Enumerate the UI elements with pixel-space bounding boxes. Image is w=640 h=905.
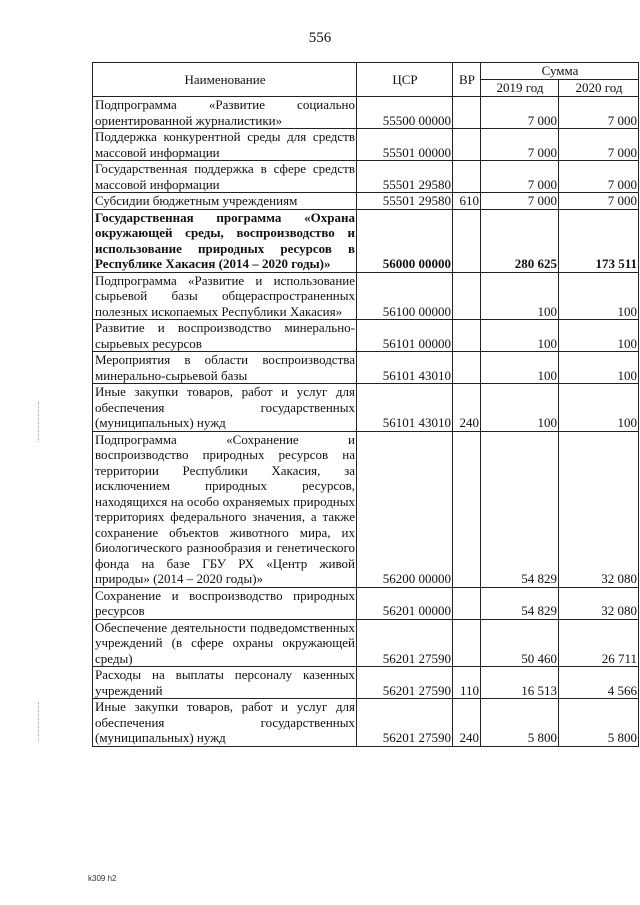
scan-artifact — [38, 702, 40, 742]
header-year-2019: 2019 год — [481, 80, 559, 97]
row-csr: 56000 00000 — [357, 209, 453, 272]
row-name: Иные закупки товаров, работ и услуг для обеспечения государственных (муниципальных) нужд — [93, 699, 357, 747]
header-csr: ЦСР — [357, 63, 453, 97]
row-csr: 56101 43010 — [357, 352, 453, 384]
row-amount-2020: 7 000 — [559, 161, 639, 193]
footer-code: k309 h2 — [88, 874, 117, 883]
row-amount-2019: 100 — [481, 272, 559, 320]
table-row — [93, 129, 639, 161]
row-name: Государственная программа «Охрана окружающей среды, воспроизводство и использование природных ресурсов в Республике Хакасия (2014 – 2020 годы)» — [93, 209, 357, 272]
row-csr: 56200 00000 — [357, 431, 453, 587]
row-name: Сохранение и воспроизводство природных ресурсов — [93, 587, 357, 619]
row-amount-2019: 54 829 — [481, 587, 559, 619]
row-amount-2019: 100 — [481, 320, 559, 352]
row-csr: 55501 00000 — [357, 129, 453, 161]
table-row — [93, 320, 639, 352]
row-amount-2019: 54 829 — [481, 431, 559, 587]
row-amount-2020: 100 — [559, 384, 639, 432]
table-row — [93, 352, 639, 384]
row-amount-2019: 7 000 — [481, 129, 559, 161]
table-row — [93, 209, 639, 272]
row-csr: 56101 00000 — [357, 320, 453, 352]
row-csr: 56101 43010 — [357, 384, 453, 432]
row-vr: 110 — [453, 667, 481, 699]
table-row — [93, 384, 639, 432]
table-row — [93, 97, 639, 129]
row-vr: 240 — [453, 699, 481, 747]
row-name: Развитие и воспроизводство минерально-сырьевых ресурсов — [93, 320, 357, 352]
row-name: Подпрограмма «Развитие социально ориентированной журналистики» — [93, 97, 357, 129]
row-vr — [453, 161, 481, 193]
row-vr — [453, 129, 481, 161]
row-vr: 610 — [453, 193, 481, 210]
row-csr: 56201 00000 — [357, 587, 453, 619]
row-name: Субсидии бюджетным учреждениям — [93, 193, 357, 210]
row-amount-2020: 5 800 — [559, 699, 639, 747]
row-name: Расходы на выплаты персоналу казенных учреждений — [93, 667, 357, 699]
row-amount-2020: 100 — [559, 272, 639, 320]
header-vr: ВР — [453, 63, 481, 97]
row-name: Государственная поддержка в сфере средств массовой информации — [93, 161, 357, 193]
row-amount-2020: 4 566 — [559, 667, 639, 699]
table-row — [93, 587, 639, 619]
row-csr: 55500 00000 — [357, 97, 453, 129]
row-amount-2020: 26 711 — [559, 619, 639, 667]
row-amount-2019: 5 800 — [481, 699, 559, 747]
row-amount-2019: 50 460 — [481, 619, 559, 667]
row-csr: 55501 29580 — [357, 193, 453, 210]
table-row — [93, 619, 639, 667]
table-body — [93, 97, 639, 747]
row-amount-2019: 280 625 — [481, 209, 559, 272]
row-amount-2020: 32 080 — [559, 431, 639, 587]
row-name: Подпрограмма «Сохранение и воспроизводство природных ресурсов на территории Республики Хакасия, за исключением природных ресурсов, находящихся на особо охраняемых природных территориях федерального значения, а также сохранение объектов животного мира, их биологического разнообразия и генетического фонда на базе ГБУ РХ «Центр живой природы» (2014 – 2020 годы)» — [93, 431, 357, 587]
row-vr: 240 — [453, 384, 481, 432]
row-name: Мероприятия в области воспроизводства минерально-сырьевой базы — [93, 352, 357, 384]
row-csr: 56201 27590 — [357, 699, 453, 747]
row-vr — [453, 97, 481, 129]
row-amount-2020: 100 — [559, 320, 639, 352]
row-vr — [453, 272, 481, 320]
page-number: 556 — [308, 30, 332, 46]
row-vr — [453, 431, 481, 587]
table-row — [93, 272, 639, 320]
row-csr: 56100 00000 — [357, 272, 453, 320]
row-csr: 55501 29580 — [357, 161, 453, 193]
table-row — [93, 699, 639, 747]
table-row — [93, 161, 639, 193]
row-amount-2019: 7 000 — [481, 97, 559, 129]
row-vr — [453, 619, 481, 667]
row-name: Обеспечение деятельности подведомственных учреждений (в сфере охраны окружающей среды) — [93, 619, 357, 667]
row-amount-2020: 7 000 — [559, 193, 639, 210]
row-vr — [453, 209, 481, 272]
header-sum: Сумма — [481, 63, 639, 80]
row-vr — [453, 352, 481, 384]
row-amount-2019: 7 000 — [481, 161, 559, 193]
header-name: Наименование — [93, 63, 357, 97]
table-row — [93, 667, 639, 699]
budget-table — [92, 62, 639, 747]
row-amount-2019: 7 000 — [481, 193, 559, 210]
row-amount-2019: 100 — [481, 384, 559, 432]
row-amount-2019: 16 513 — [481, 667, 559, 699]
row-name: Поддержка конкурентной среды для средств массовой информации — [93, 129, 357, 161]
row-amount-2020: 173 511 — [559, 209, 639, 272]
header-year-2020: 2020 год — [559, 80, 639, 97]
row-amount-2020: 7 000 — [559, 97, 639, 129]
row-amount-2019: 100 — [481, 352, 559, 384]
row-vr — [453, 587, 481, 619]
table-row — [93, 193, 639, 210]
scan-artifact — [38, 402, 40, 442]
row-csr: 56201 27590 — [357, 667, 453, 699]
table-header — [93, 63, 639, 97]
row-name: Иные закупки товаров, работ и услуг для обеспечения государственных (муниципальных) нужд — [93, 384, 357, 432]
row-amount-2020: 32 080 — [559, 587, 639, 619]
row-vr — [453, 320, 481, 352]
row-amount-2020: 7 000 — [559, 129, 639, 161]
row-amount-2020: 100 — [559, 352, 639, 384]
row-name: Подпрограмма «Развитие и использование сырьевой базы общераспространенных полезных ископаемых Республики Хакасия» — [93, 272, 357, 320]
row-csr: 56201 27590 — [357, 619, 453, 667]
table-row — [93, 431, 639, 587]
